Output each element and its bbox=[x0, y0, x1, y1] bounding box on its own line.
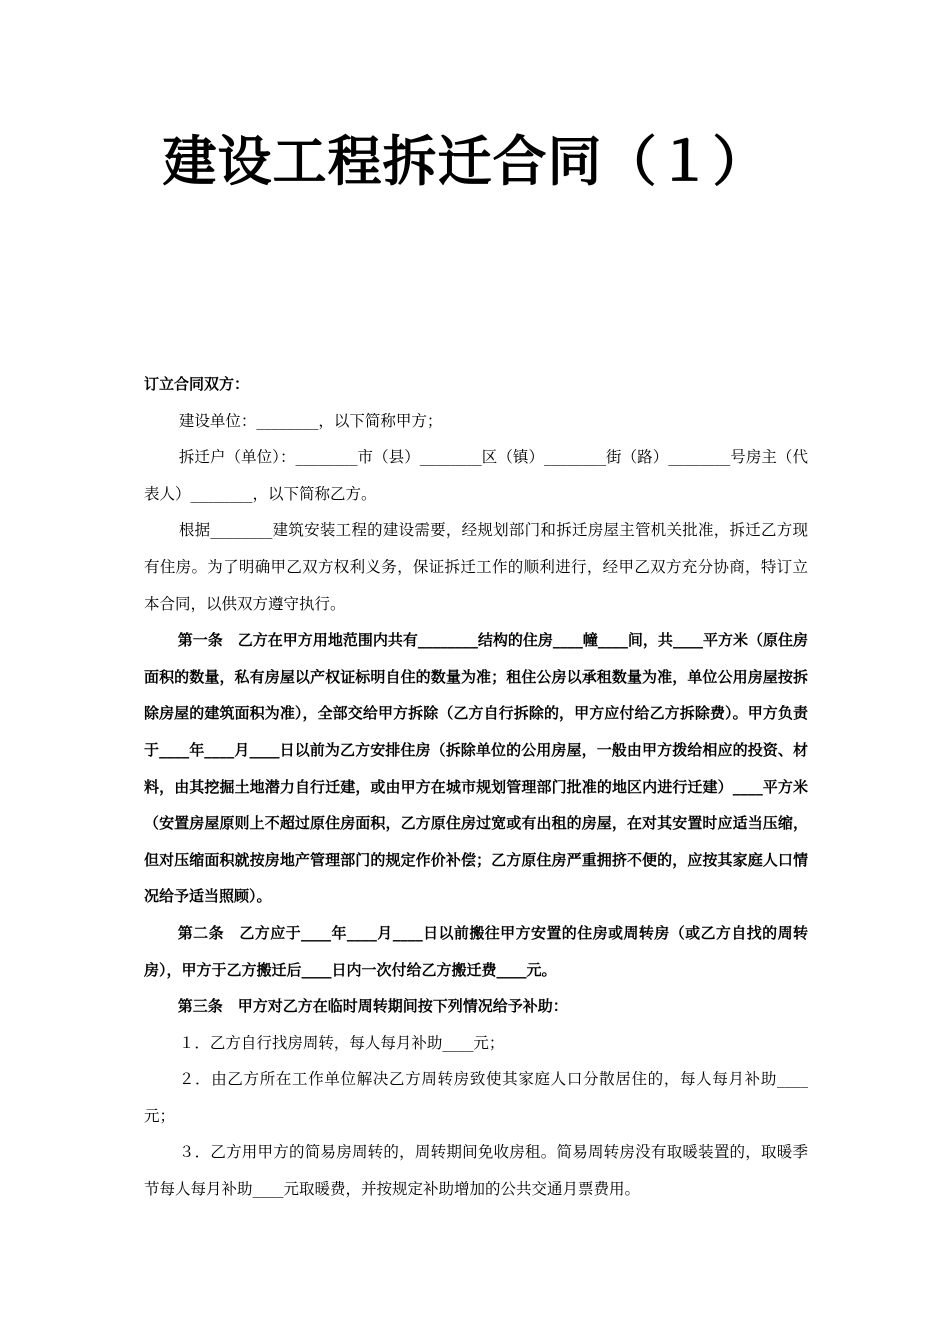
article-3-item-3: ３．乙方用甲方的简易房周转的，周转期间免收房租。简易周转房没有取暖装置的，取暖季节每人每月补助____元取暖费，并按规定补助增加的公共交通月票费用。 bbox=[144, 1143, 808, 1199]
article-2: 第二条 乙方应于____年____月____日以前搬往甲方安置的住房或周转房（或乙方自找的周转房），甲方于乙方搬迁后____日内一次付给乙方搬迁费____元。 bbox=[144, 923, 808, 979]
preamble-paragraph: 根据________建筑安装工程的建设需要，经规划部门和拆迁房屋主管机关批准，拆迁乙方现有住房。为了明确甲乙双方权利义务，保证拆迁工作的顺利进行，经甲乙双方充分协商，特订立本合同，以供双方遵守执行。 bbox=[144, 521, 808, 613]
article-3-item-1: １．乙方自行找房周转，每人每月补助____元； bbox=[178, 1033, 505, 1052]
party-a-line: 建设单位：________，以下简称甲方； bbox=[178, 411, 443, 430]
article-3-heading: 第三条 甲方对乙方在临时周转期间按下列情况给予补助： bbox=[177, 997, 568, 1016]
contract-body bbox=[144, 366, 808, 1208]
article-1: 第一条 乙方在甲方用地范围内共有________结构的住房____幢____间，共____平方米（原住房面积的数量，私有房屋以产权证标明自住的数量为准；租住公房以承租数量为准，单位公用房屋按拆除房屋的建筑面积为准），全部交给甲方拆除（乙方自行拆除的，甲方应付给乙方拆除费）。甲方负责于____年____月____日以前为乙方安排住房（拆除单位的公用房屋，一般由甲方拨给相应的投资、材料，由其挖掘土地潜力自行迁建，或由甲方在城市规划管理部门批准的地区内进行迁建）____平方米（安置房屋原则上不超过原住房面积，乙方原住房过宽或有出租的房屋，在对其安置时应适当压缩，但对压缩面积就按房地产管理部门的规定作价补偿；乙方原住房严重拥挤不便的，应按其家庭人口情况给予适当照顾）。 bbox=[144, 631, 808, 906]
party-b-line: 拆迁户（单位）：________市（县）________区（镇）________街（路）________号房主（代表人）________，以下简称乙方。 bbox=[144, 448, 808, 503]
document-title: 建设工程拆迁合同（１） bbox=[162, 130, 768, 193]
article-3-item-2: ２．由乙方所在工作单位解决乙方周转房致使其家庭人口分散居住的，每人每月补助____元； bbox=[144, 1070, 808, 1125]
parties-label: 订立合同双方： bbox=[144, 375, 250, 393]
